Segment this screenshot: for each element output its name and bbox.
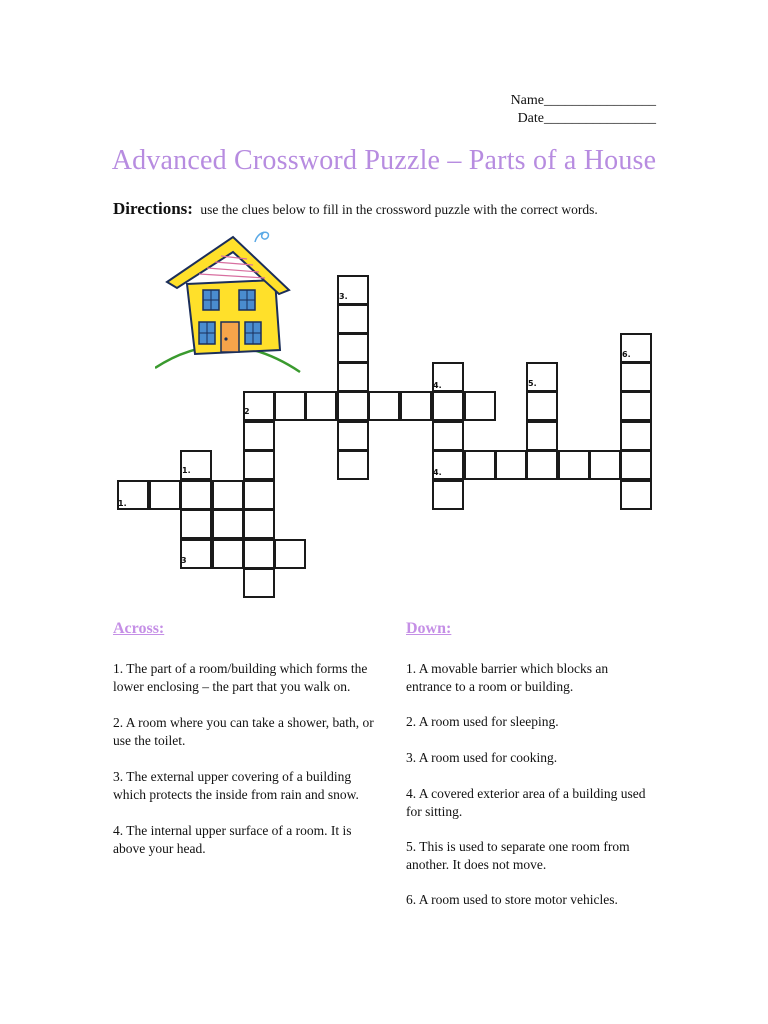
clue-number-across-1: 1. xyxy=(118,499,127,508)
crossword-cell[interactable] xyxy=(243,509,275,539)
date-field-label: Date________________ xyxy=(517,111,656,126)
crossword-cell[interactable] xyxy=(558,450,590,480)
clue-number-down-4: 4. xyxy=(433,381,442,390)
crossword-cell[interactable] xyxy=(243,539,275,569)
down-clue: 5. This is used to separate one room from another. It does not move. xyxy=(406,839,630,872)
down-heading: Down: xyxy=(406,620,452,637)
crossword-cell[interactable] xyxy=(337,421,369,451)
crossword-cell[interactable] xyxy=(212,509,244,539)
crossword-cell[interactable] xyxy=(432,391,464,421)
crossword-cell[interactable] xyxy=(432,480,464,510)
down-clue-list xyxy=(406,660,656,909)
crossword-cell[interactable] xyxy=(526,421,558,451)
crossword-cell[interactable] xyxy=(620,362,652,392)
clue-number-down-3: 3. xyxy=(339,292,348,301)
crossword-cell[interactable] xyxy=(180,450,212,480)
crossword-cell[interactable] xyxy=(243,568,275,598)
crossword-cell[interactable] xyxy=(337,304,369,334)
crossword-cell[interactable] xyxy=(243,391,275,421)
crossword-cell[interactable] xyxy=(526,450,558,480)
crossword-cell[interactable] xyxy=(589,450,621,480)
crossword-cell[interactable] xyxy=(180,480,212,510)
across-heading: Across: xyxy=(113,620,165,637)
down-clue: 6. A room used to store motor vehicles. xyxy=(406,892,618,907)
crossword-cell[interactable] xyxy=(243,421,275,451)
crossword-cell[interactable] xyxy=(305,391,337,421)
directions-text: use the clues below to fill in the crossword puzzle with the correct words. xyxy=(200,202,598,217)
clue-number-across-3: 3 xyxy=(181,556,187,565)
crossword-cell[interactable] xyxy=(400,391,432,421)
crossword-cell[interactable] xyxy=(620,480,652,510)
down-clue: 3. A room used for cooking. xyxy=(406,750,558,765)
crossword-cell[interactable] xyxy=(337,362,369,392)
down-clue: 4. A covered exterior area of a building used for sitting. xyxy=(406,786,646,819)
crossword-cell[interactable] xyxy=(243,450,275,480)
crossword-cell[interactable] xyxy=(149,480,181,510)
across-clue: 4. The internal upper surface of a room. It is above your head. xyxy=(113,823,352,856)
crossword-cell[interactable] xyxy=(274,539,306,569)
crossword-cell[interactable] xyxy=(620,450,652,480)
crossword-cell[interactable] xyxy=(337,450,369,480)
crossword-cell[interactable] xyxy=(243,480,275,510)
page-title: Advanced Crossword Puzzle – Parts of a House xyxy=(111,145,657,176)
crossword-cell[interactable] xyxy=(620,391,652,421)
crossword-cell[interactable] xyxy=(526,391,558,421)
crossword-cell[interactable] xyxy=(464,450,496,480)
crossword-cell[interactable] xyxy=(432,421,464,451)
crossword-cell[interactable] xyxy=(212,539,244,569)
clue-number-across-4: 4. xyxy=(433,468,442,477)
crossword-cell[interactable] xyxy=(620,421,652,451)
down-clue: 1. A movable barrier which blocks an entrance to a room or building. xyxy=(406,661,609,694)
across-clue: 3. The external upper covering of a building which protects the inside from rain and snow. xyxy=(113,769,359,802)
across-clue-list xyxy=(113,660,375,858)
crossword-cell[interactable] xyxy=(274,391,306,421)
crossword-cell[interactable] xyxy=(464,391,496,421)
clue-number-down-6: 6. xyxy=(622,350,631,359)
name-field-label: Name________________ xyxy=(510,93,656,108)
clue-number-across-2: 2 xyxy=(244,407,250,416)
crossword-cell[interactable] xyxy=(180,509,212,539)
down-clue: 2. A room used for sleeping. xyxy=(406,714,559,729)
clue-number-down-1: 1. xyxy=(182,466,191,475)
clue-number-down-5: 5. xyxy=(528,379,537,388)
crossword-cell[interactable] xyxy=(212,480,244,510)
across-clue: 1. The part of a room/building which forms the lower enclosing – the part that you walk on. xyxy=(113,661,368,694)
directions-label: Directions: xyxy=(113,199,193,218)
across-clue: 2. A room where you can take a shower, bath, or use the toilet. xyxy=(113,715,374,748)
crossword-cell[interactable] xyxy=(495,450,527,480)
crossword-cell[interactable] xyxy=(368,391,400,421)
crossword-cell[interactable] xyxy=(337,333,369,363)
crossword-cell[interactable] xyxy=(337,391,369,421)
